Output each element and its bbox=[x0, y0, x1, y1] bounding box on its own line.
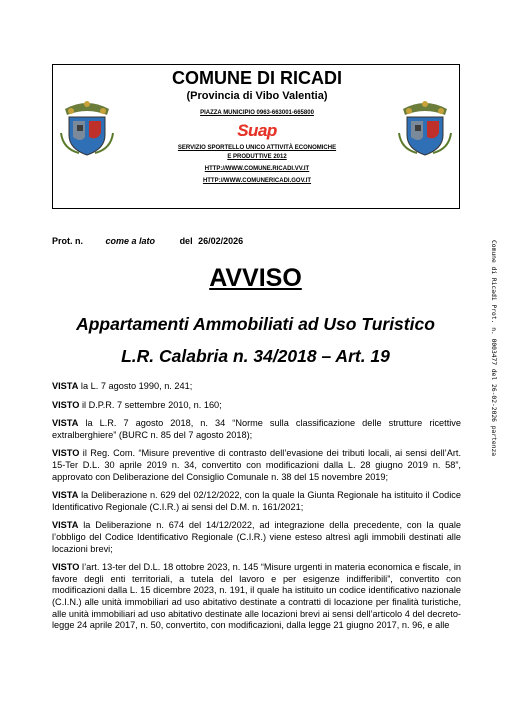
paragraph-text: la L. 7 agosto 1990, n. 241; bbox=[78, 381, 193, 391]
date-label: del bbox=[179, 236, 193, 246]
coat-of-arms-icon bbox=[59, 93, 115, 159]
suap-logo bbox=[237, 121, 277, 141]
protocol-line bbox=[52, 236, 243, 246]
protocol-stamp bbox=[488, 240, 498, 480]
website-link-1[interactable]: HTTP://WWW.COMUNE.RICADI.VV.IT bbox=[204, 166, 310, 172]
paragraph-text: il Reg. Com. “Misure preventive di contrasto dell’evasione dei tributi locali, ai sensi dell’Art. 15-Ter D.L. 30 aprile 2019 n. 34, convertito con modificazioni dalla L. 28 giugno 2019 n. 58”, approvato con Deliberazione del Consiglio Comunale n. 38 del 15 novembre 2019; bbox=[52, 448, 461, 482]
letterhead-center bbox=[133, 67, 381, 186]
notice-subtitle-1: Appartamenti Ammobiliati ad Uso Turistico bbox=[76, 314, 435, 334]
protocol-value: come a lato bbox=[105, 236, 156, 246]
paragraph bbox=[52, 418, 461, 441]
paragraph bbox=[52, 381, 461, 393]
paragraph-lead: VISTA bbox=[52, 418, 79, 429]
service-line-2: E PRODUTTIVE 2012 bbox=[227, 154, 287, 160]
paragraph-text: la Deliberazione n. 629 del 02/12/2022, con la quale la Giunta Regionale ha istituito il Codice Identificativo Regionale (C.I.R.) ai sensi del D.M. n. 161/2021; bbox=[52, 490, 461, 512]
notice-subtitle-2: L.R. Calabria n. 34/2018 – Art. 19 bbox=[121, 346, 390, 366]
province-line: (Provincia di Vibo Valentia) bbox=[186, 90, 328, 102]
paragraph-lead: VISTA bbox=[52, 520, 79, 531]
paragraph-text: l’art. 13-ter del D.L. 18 ottobre 2023, n. 145 “Misure urgenti in materia economica e fiscale, in favore degli enti territoriali, a tutela del lavoro e per esigenze indifferibili”, convertito con modificazioni dalla L. 15 dicembre 2023, n. 191, il quale ha istituito un codice identificativo nazionale (C.I.N.) alle unità immobiliari ad uso abitativo destinate a contratti di locazione per finalità turistiche, alle unità immobiliari ad uso abitativo destinate alle locazioni brevi ai sensi dell’articolo 4 del decreto-legge 24 aprile 2017, n. 50, convertito, con modificazioni, dalla legge 21 giugno 2017, n. 96, e alle bbox=[52, 562, 461, 631]
paragraph bbox=[52, 448, 461, 483]
paragraph-text: il D.P.R. 7 settembre 2010, n. 160; bbox=[79, 399, 222, 410]
protocol-label: Prot. n. bbox=[52, 236, 83, 246]
protocol-stamp-text: Comune di Ricadi Prot. n. 0003477 del 26-02-2026 partenza bbox=[490, 240, 497, 457]
paragraph bbox=[52, 520, 461, 555]
service-line-1: SERVIZIO SPORTELLO UNICO ATTIVITÀ ECONOMICHE bbox=[177, 145, 337, 151]
letterhead bbox=[52, 64, 460, 209]
paragraph bbox=[52, 562, 461, 632]
notice-body bbox=[52, 381, 461, 639]
paragraph-lead: VISTO bbox=[52, 448, 80, 459]
suap-logo-text: Suap bbox=[237, 121, 277, 140]
paragraph-lead: VISTO bbox=[52, 399, 80, 410]
website-link-2[interactable]: HTTP://WWW.COMUNERICADI.GOV.IT bbox=[202, 178, 312, 184]
paragraph-lead: VISTA bbox=[52, 381, 79, 391]
paragraph bbox=[52, 400, 461, 412]
paragraph-text: la L.R. 7 agosto 2018, n. 34 “Norme sulla classificazione delle strutture ricettive extralberghiere” (BURC n. 85 del 7 agosto 2018); bbox=[52, 418, 461, 440]
municipality-name: COMUNE DI RICADI bbox=[172, 68, 342, 88]
paragraph bbox=[52, 490, 461, 513]
paragraph-text: la Deliberazione n. 674 del 14/12/2022, ad integrazione della precedente, con la quale l’obbligo del Codice Identificativo Regionale (C.I.R.) viene esteso altresì agli immobili destinati alle locazioni brevi; bbox=[52, 520, 461, 554]
address-line: PIAZZA MUNICIPIO 0963-663001-665800 bbox=[200, 110, 314, 116]
coat-of-arms-icon bbox=[397, 93, 453, 159]
paragraph-lead: VISTA bbox=[52, 490, 79, 501]
notice-title: AVVISO bbox=[209, 264, 302, 292]
paragraph-lead: VISTO bbox=[52, 562, 80, 573]
protocol-date: 26/02/2026 bbox=[198, 236, 244, 246]
